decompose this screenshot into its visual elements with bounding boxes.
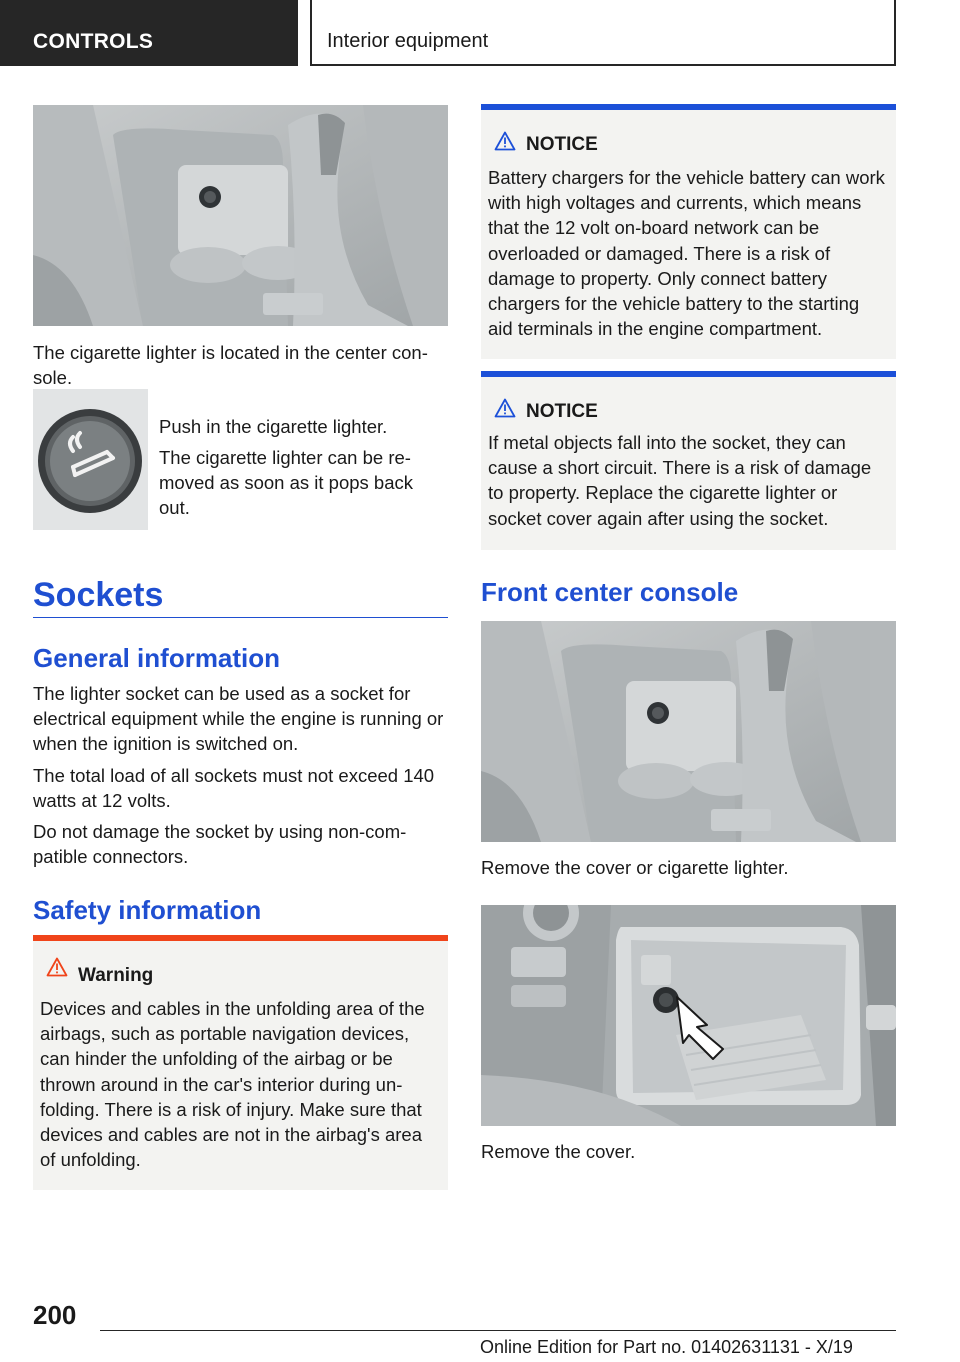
- warning-triangle-icon: [46, 957, 68, 977]
- header-section-label: CONTROLS: [33, 30, 154, 53]
- general-paragraph-2: The total load of all sockets must not exceed 140 watts at 12 volts.: [33, 765, 435, 811]
- warning-bar: [33, 935, 448, 941]
- notice-label: NOTICE: [526, 401, 598, 422]
- lighter-push-text: Push in the cigarette lighter.: [159, 416, 388, 437]
- warning-box: [33, 935, 448, 1190]
- lighter-remove-text: The cigarette lighter can be re‐moved as soon as it pops back out.: [159, 447, 414, 518]
- notice-box-1: [481, 104, 896, 359]
- notice-label: NOTICE: [526, 134, 598, 155]
- rear-storage-photo: [481, 905, 896, 1126]
- warning-text: Devices and cables in the unfolding area of the airbags, such as portable navigation devices, can hinder the unfolding of the airbag or be thrown around in the car's interior during un‐folding. There is a risk of injury. Make sure that devices and cables are not in the airbag's area of unfolding.: [40, 998, 425, 1171]
- center-console-photo: [33, 105, 448, 326]
- footer-edition: Online Edition for Part no. 01402631131 - X/19: [480, 1337, 853, 1357]
- notice-bar: [481, 371, 896, 377]
- front-center-console-heading: Front center console: [481, 577, 739, 607]
- header-section-tab: [0, 0, 298, 66]
- front-console-caption: Remove the cover or cigarette lighter.: [481, 857, 789, 878]
- warning-triangle-icon: [494, 398, 516, 418]
- rear-storage-caption: Remove the cover.: [481, 1141, 636, 1162]
- header-chapter-box: [310, 0, 896, 66]
- safety-information-heading: Safety information: [33, 895, 262, 925]
- section-divider: [33, 617, 448, 618]
- warning-label: Warning: [78, 965, 154, 986]
- header-chapter-label: Interior equipment: [327, 30, 489, 52]
- page-number: 200: [33, 1300, 77, 1330]
- cigarette-lighter-icon: [33, 389, 148, 530]
- general-paragraph-3: Do not damage the socket by using non-com‐patible connectors.: [33, 821, 407, 867]
- notice-text: If metal objects fall into the socket, they can cause a short circuit. There is a risk of damage to property. Replace the cigarette lighter or socket cover again after using the socket.: [488, 432, 872, 529]
- notice-bar: [481, 104, 896, 110]
- sockets-heading: Sockets: [33, 576, 164, 614]
- notice-box-2: [481, 371, 896, 550]
- footer-rule: [100, 1330, 896, 1331]
- general-information-heading: General information: [33, 643, 281, 673]
- front-console-photo: [481, 621, 896, 842]
- general-paragraph-1: The lighter socket can be used as a socket for electrical equipment while the engine is running or when the ignition is switched on.: [33, 683, 444, 754]
- warning-triangle-icon: [494, 131, 516, 151]
- notice-text: Battery chargers for the vehicle battery can work with high voltages and currents, which means that the 12 volt on-board network can be overloaded or damaged. There is a risk of damage to property. Only connect battery chargers for the vehicle battery to the starting aid terminals in the engine compartment.: [488, 167, 885, 340]
- lighter-location-text: The cigarette lighter is located in the center con‐sole.: [33, 342, 428, 388]
